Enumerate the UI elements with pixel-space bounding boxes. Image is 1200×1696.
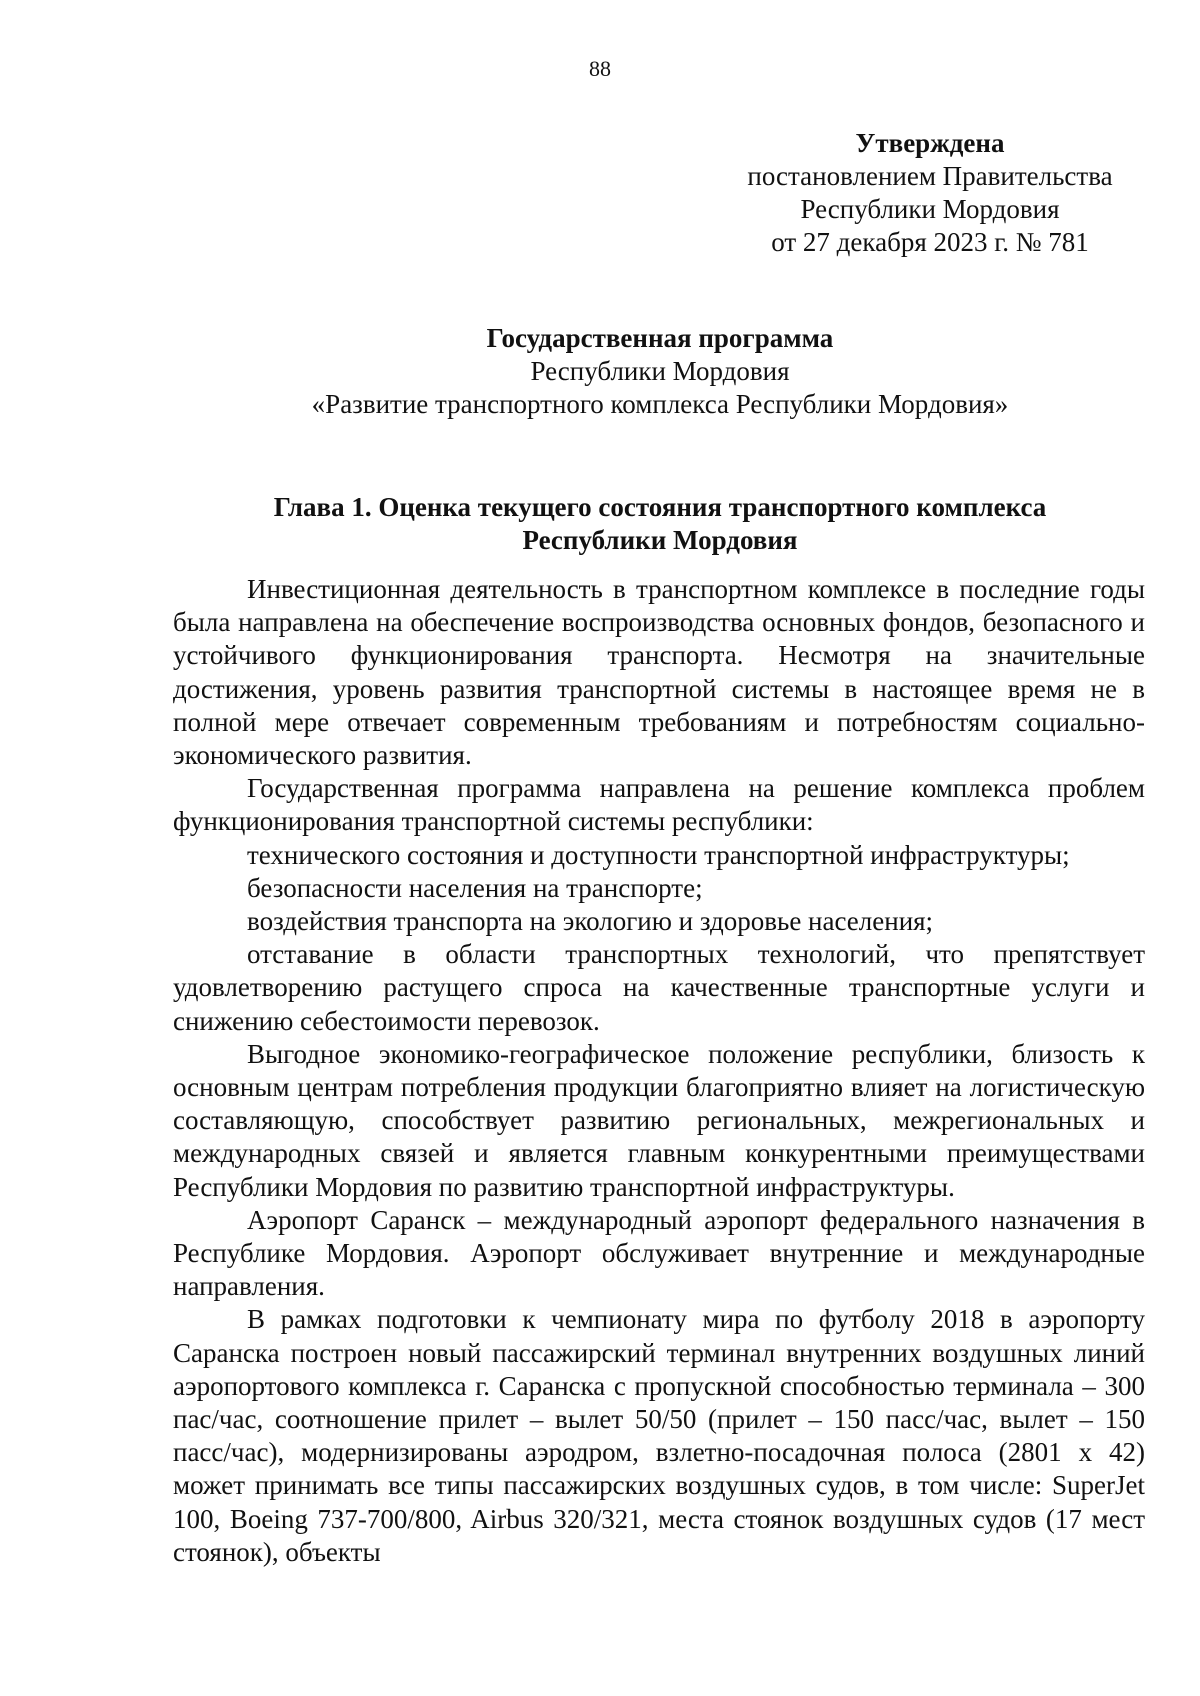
approval-line-1: постановлением Правительства	[747, 161, 1113, 191]
list-item: безопасности населения на транспорте;	[247, 872, 703, 903]
chapter-heading	[175, 491, 1145, 557]
paragraph: Выгодное экономико-географическое положение республики, близость к основным центрам потребления продукции благоприятно влияет на логистическую составляющую, способствует развитию региональных, межрегиональных и международных связей и является главным конкурентными преимуществами Республики Мордовия по развитию транспортной инфраструктуры.	[173, 1038, 1145, 1202]
approval-line-3: от 27 декабря 2023 г. № 781	[771, 227, 1089, 257]
program-line-2: «Развитие транспортного комплекса Республики Мордовия»	[311, 389, 1009, 419]
paragraph: Инвестиционная деятельность в транспортном комплексе в последние годы была направлена на обеспечение воспроизводства основных фондов, безопасного и устойчивого функционирования транспорта. Несмотря на значительные достижения, уровень развития транспортной системы в настоящее время не в полной мере отвечает современным требованиям и потребностям социально-экономического развития.	[173, 574, 1145, 771]
approval-block	[720, 127, 1140, 259]
paragraph: Государственная программа направлена на решение комплекса проблем функционирования транспортной системы республики:	[173, 773, 1145, 837]
body-text	[173, 573, 1145, 1569]
paragraph: Аэропорт Саранск – международный аэропорт федерального назначения в Республике Мордовия. Аэропорт обслуживает внутренние и международные направления.	[173, 1204, 1145, 1302]
program-title: Государственная программа	[486, 323, 834, 353]
list-item: отставание в области транспортных технологий, что препятствует удовлетворению растущего спроса на качественные транспортные услуги и снижению себестоимости перевозок.	[173, 939, 1145, 1036]
page-number: 88	[589, 56, 611, 81]
list-item: технического состояния и доступности транспортной инфраструктуры;	[247, 839, 1070, 870]
program-title-block	[175, 322, 1145, 421]
approval-line-2: Республики Мордовия	[800, 194, 1060, 224]
chapter-line-1: Глава 1. Оценка текущего состояния транспортного комплекса	[273, 492, 1047, 522]
list-item: воздействия транспорта на экологию и здоровье населения;	[247, 906, 934, 937]
program-line-1: Республики Мордовия	[530, 356, 790, 386]
paragraph: В рамках подготовки к чемпионату мира по футболу 2018 в аэропорту Саранска построен новый пассажирский терминал внутренних воздушных линий аэропортового комплекса г. Саранска с пропускной способностью терминала – 300 пас/час, соотношение прилет – вылет 50/50 (прилет – 150 пасс/час, вылет – 150 пасс/час), модернизированы аэродром, взлетно-посадочная полоса (2801 х 42) может принимать все типы пассажирских воздушных судов, в том числе: SuperJet 100, Boeing 737-700/800, Airbus 320/321, места стоянок воздушных судов (17 мест стоянок), объекты	[173, 1304, 1145, 1567]
approval-title: Утверждена	[855, 128, 1005, 158]
chapter-line-2: Республики Мордовия	[522, 525, 798, 555]
